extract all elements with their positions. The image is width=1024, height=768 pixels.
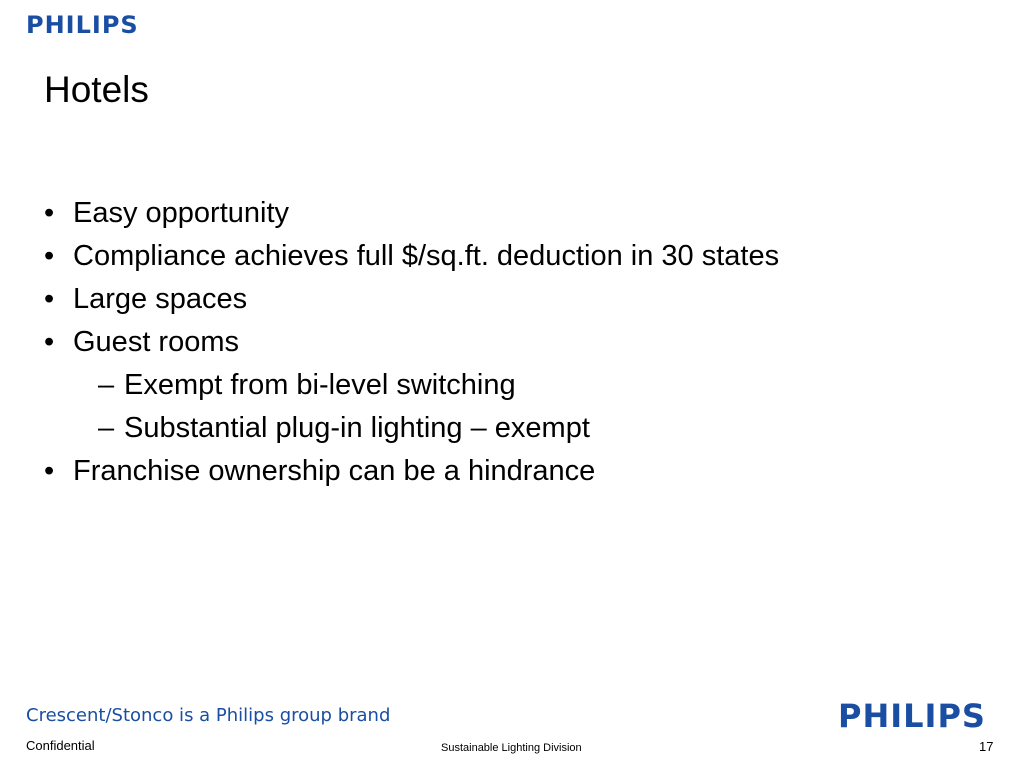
bullet-text: Easy opportunity <box>73 197 290 229</box>
page-number: 17 <box>979 739 994 754</box>
sub-bullet-text: Substantial plug-in lighting – exempt <box>124 412 590 444</box>
brand-tagline: Crescent/Stonco is a Philips group brand <box>26 705 391 726</box>
sub-bullet-item <box>44 364 994 407</box>
bullet-marker: • <box>44 283 55 315</box>
bullet-text: Large spaces <box>73 283 248 315</box>
bullet-list <box>44 192 994 493</box>
bullet-marker: • <box>44 455 55 487</box>
bullet-item <box>44 321 994 364</box>
sub-bullet-item <box>44 407 994 450</box>
confidential-label: Confidential <box>26 738 95 753</box>
philips-logo-top: PHILIPS <box>26 11 139 39</box>
bullet-marker: • <box>44 326 55 358</box>
philips-logo-bottom: PHILIPS <box>838 697 986 735</box>
bullet-text: Franchise ownership can be a hindrance <box>73 455 596 487</box>
bullet-text: Compliance achieves full $/sq.ft. deduction in 30 states <box>73 240 780 272</box>
bullet-item <box>44 235 994 278</box>
bullet-marker: • <box>44 240 55 272</box>
slide-title: Hotels <box>44 69 149 110</box>
division-label: Sustainable Lighting Division <box>441 742 582 754</box>
bullet-text: Guest rooms <box>73 326 239 358</box>
sub-bullet-marker: – <box>98 412 115 444</box>
bullet-item <box>44 192 994 235</box>
bullet-marker: • <box>44 197 55 229</box>
sub-bullet-marker: – <box>98 369 115 401</box>
sub-bullet-text: Exempt from bi-level switching <box>124 369 516 401</box>
bullet-item <box>44 450 994 493</box>
bullet-item <box>44 278 994 321</box>
